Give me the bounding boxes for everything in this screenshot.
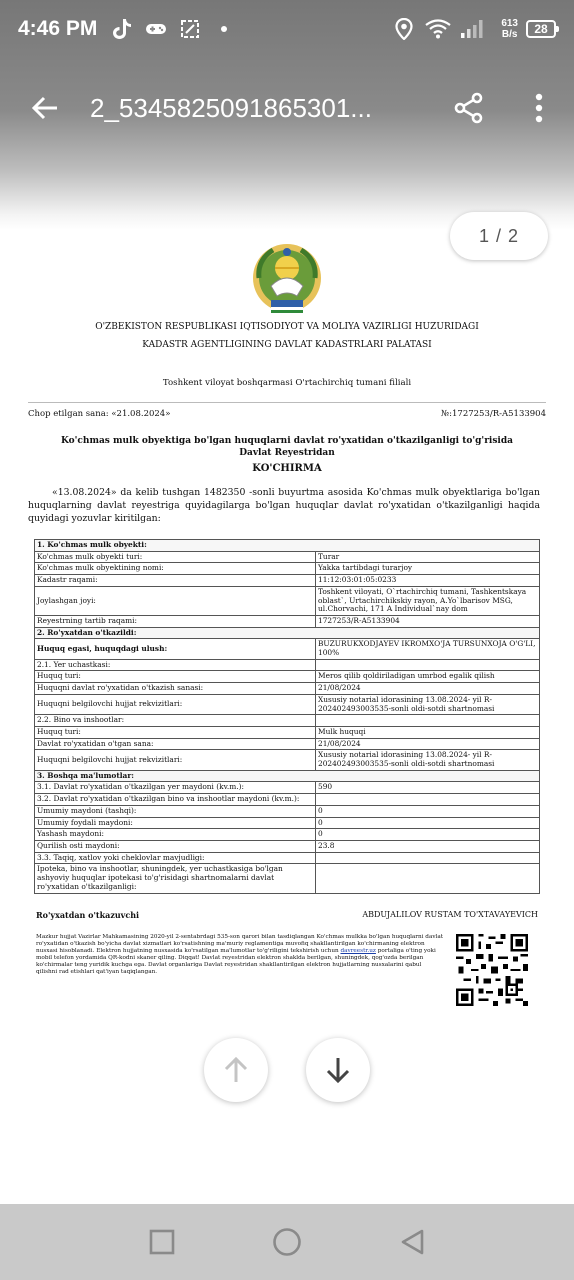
row-value bbox=[316, 715, 540, 727]
table-row bbox=[35, 671, 540, 683]
row-value: Turar bbox=[316, 551, 540, 563]
row-value bbox=[316, 864, 540, 893]
signature-row bbox=[28, 910, 546, 920]
table-section-row bbox=[35, 770, 540, 782]
row-value: 23.8 bbox=[316, 840, 540, 852]
doc-subtitle: KO'CHIRMA bbox=[252, 463, 322, 474]
footer-text-1: Mazkur hujjat Vazirlar Mahkamasining 2020-yil 2-sentabrdagi 535-son qarori bilan tasdiqlangan Ko'chmas mulkka bo'lgan huquqlarni davlat ro'yxatidan o'tkazish bo'yicha davlat xizmatlari ko'rsatishning ma'muriy reglamentiga muvofiq shakllantirilgan ko'chirmaning elektron nusxasi hisoblanadi. Elektron hujjatning nusxasida ko'rsatilgan ma'lumotlar to'g'riligini tekshirish uchun bbox=[36, 933, 444, 954]
arrow-up-icon bbox=[221, 1055, 251, 1085]
footer bbox=[28, 934, 546, 1006]
recents-button[interactable] bbox=[142, 1222, 182, 1262]
location-icon bbox=[391, 16, 417, 42]
table-row bbox=[35, 563, 540, 575]
row-label: Huquqni davlat ro'yxatidan o'tkazish sanasi: bbox=[35, 683, 316, 695]
table-row bbox=[35, 715, 540, 727]
row-value bbox=[316, 659, 540, 671]
table-row bbox=[35, 615, 540, 627]
signal-icon bbox=[459, 16, 485, 42]
section-label: 3. Boshqa ma'lumotlar: bbox=[35, 770, 540, 782]
row-label: Joylashgan joyi: bbox=[35, 586, 316, 615]
footer-notice bbox=[36, 934, 444, 1006]
row-value: Yakka tartibdagi turarjoy bbox=[316, 563, 540, 575]
arrow-left-icon bbox=[31, 94, 59, 122]
battery-icon bbox=[526, 20, 556, 38]
meta-row bbox=[28, 409, 546, 419]
table-row bbox=[35, 551, 540, 563]
more-vert-icon bbox=[534, 93, 544, 123]
net-speed bbox=[501, 18, 518, 40]
footer-text-2: portaliga o'ting yoki mobil telefon yordamida QR-kodni skaner qiling. Diqqat! Davlat reyestridan elektron shaklda berilgan, shuningdek, qog'ozda berilgan ko'chirmalar teng yuridik kuchga ega. Davlat organlariga Davlat reyestridan shakllantirilgan elektron hujjatlarning nusxalarini qabul qilishni rad etishlari qat'iyan taqiqlangan. bbox=[36, 947, 436, 975]
table-row bbox=[35, 852, 540, 864]
row-label: 3.2. Davlat ro'yxatidan o'tkazilgan bino va inshootlar maydoni (kv.m.): bbox=[35, 794, 316, 806]
status-right bbox=[391, 16, 556, 42]
battery-level: 28 bbox=[534, 22, 548, 36]
more-options-button[interactable] bbox=[504, 72, 574, 144]
table-row bbox=[35, 829, 540, 841]
row-label: Qurilish osti maydoni: bbox=[35, 840, 316, 852]
row-value: 0 bbox=[316, 829, 540, 841]
table-row bbox=[35, 694, 540, 714]
app-actions bbox=[434, 72, 574, 144]
share-icon bbox=[453, 92, 485, 124]
screenshot-icon bbox=[177, 16, 203, 42]
row-label: Huquqni belgilovchi hujjat rekvizitlari: bbox=[35, 750, 316, 770]
table-row bbox=[35, 738, 540, 750]
row-label: Umumiy maydoni (tashqi): bbox=[35, 805, 316, 817]
print-date: Chop etilgan sana: «21.08.2024» bbox=[28, 409, 171, 419]
row-value: 11:12:03:01:05:0233 bbox=[316, 575, 540, 587]
qr-code bbox=[456, 934, 528, 1006]
previous-page-button[interactable] bbox=[204, 1038, 268, 1102]
row-value bbox=[316, 794, 540, 806]
table-row bbox=[35, 864, 540, 893]
row-value bbox=[316, 852, 540, 864]
next-page-button[interactable] bbox=[306, 1038, 370, 1102]
row-label: 2.1. Yer uchastkasi: bbox=[35, 659, 316, 671]
table-row bbox=[35, 817, 540, 829]
table-row bbox=[35, 575, 540, 587]
row-label: Kadastr raqami: bbox=[35, 575, 316, 587]
row-label: Yashash maydoni: bbox=[35, 829, 316, 841]
table-row bbox=[35, 726, 540, 738]
circle-icon bbox=[272, 1227, 302, 1257]
table-row bbox=[35, 750, 540, 770]
row-value: Xususiy notarial idorasining 13.08.2024- yil R-202402493003535-sonli oldi-sotdi shartnomasi bbox=[316, 694, 540, 714]
row-label: 3.3. Taqiq, xatlov yoki cheklovlar mavjudligi: bbox=[35, 852, 316, 864]
row-value: 21/08/2024 bbox=[316, 683, 540, 695]
table-section-row bbox=[35, 540, 540, 552]
registry-table bbox=[34, 539, 540, 894]
row-value: 0 bbox=[316, 817, 540, 829]
doc-title: Ko'chmas mulk obyektiga bo'lgan huquqlarni davlat ro'yxatidan o'tkazilganligi to'g'risida Davlat Reyestridan bbox=[61, 436, 513, 458]
triangle-back-icon bbox=[399, 1228, 425, 1256]
branch-name: Toshkent viloyat boshqarmasi O'rtachirchiq tumani filiali bbox=[162, 378, 412, 388]
row-label: Umumiy foydali maydoni: bbox=[35, 817, 316, 829]
row-value: 1727253/R-A5133904 bbox=[316, 615, 540, 627]
row-value: Meros qilib qoldiriladigan umrbod egalik qilish bbox=[316, 671, 540, 683]
tiktok-icon bbox=[109, 16, 135, 42]
org-line-1: O'ZBEKISTON RESPUBLIKASI IQTISODIYOT VA MOLIYA VAZIRLIGI HUZURIDAGI bbox=[95, 322, 479, 332]
net-speed-value: 613 bbox=[501, 18, 518, 29]
gamepad-icon bbox=[143, 16, 169, 42]
row-label: Ko'chmas mulk obyekti turi: bbox=[35, 551, 316, 563]
dot-icon bbox=[211, 16, 237, 42]
table-row bbox=[35, 586, 540, 615]
net-speed-unit: B/s bbox=[501, 29, 518, 40]
home-button[interactable] bbox=[267, 1222, 307, 1262]
system-nav-bar bbox=[0, 1204, 574, 1280]
square-icon bbox=[149, 1229, 175, 1255]
status-time: 4:46 PM bbox=[18, 17, 98, 40]
table-row bbox=[35, 782, 540, 794]
section-label: 2. Ro'yxatdan o'tkazildi: bbox=[35, 627, 540, 639]
row-label: Davlat ro'yxatidan o'tgan sana: bbox=[35, 738, 316, 750]
row-label: Reyestrning tartib raqami: bbox=[35, 615, 316, 627]
table-row bbox=[35, 639, 540, 659]
wifi-icon bbox=[425, 16, 451, 42]
table-row bbox=[35, 840, 540, 852]
divider bbox=[28, 402, 546, 403]
row-value: Mulk huquqi bbox=[316, 726, 540, 738]
intro-paragraph: «13.08.2024» da kelib tushgan 1482350 -sonli buyurtma asosida Ko'chmas mulk obyektlariga bo'lgan huquqlarning davlat reyestriga quyidagilarga bo'lgan huquqlar davlat ro'yxatidan o'tkazilganligi haqida quyidagi yozuvlar kiritilgan: bbox=[28, 487, 540, 524]
org-line-2: KADASTR AGENTLIGINING DAVLAT KADASTRLARI PALATASI bbox=[142, 340, 432, 350]
row-label: 3.1. Davlat ro'yxatidan o'tkazilgan yer maydoni (kv.m.): bbox=[35, 782, 316, 794]
file-title: 2_5345825091865301... bbox=[90, 92, 372, 123]
state-emblem bbox=[28, 240, 546, 316]
row-value: 21/08/2024 bbox=[316, 738, 540, 750]
davreestr-link[interactable]: davreestr.uz bbox=[340, 947, 376, 954]
row-label: Ipoteka, bino va inshootlar, shuningdek, yer uchastkasiga bo'lgan ashyoviy huquqlar ipotekasi to'g'risidagi shartnomalarni davlat ro'yxatidan o'tkazilganligi: bbox=[35, 864, 316, 893]
row-label: Huquq turi: bbox=[35, 671, 316, 683]
app-bar bbox=[0, 72, 574, 144]
row-label: Huquqni belgilovchi hujjat rekvizitlari: bbox=[35, 694, 316, 714]
row-label: Huquq egasi, huquqdagi ulush: bbox=[35, 639, 316, 659]
section-label: 1. Ko'chmas mulk obyekti: bbox=[35, 540, 540, 552]
doc-number: №:1727253/R-A5133904 bbox=[441, 409, 546, 419]
back-button[interactable] bbox=[0, 72, 90, 144]
row-label: 2.2. Bino va inshootlar: bbox=[35, 715, 316, 727]
back-nav-button[interactable] bbox=[392, 1222, 432, 1262]
document-page bbox=[28, 240, 546, 1006]
row-value: 0 bbox=[316, 805, 540, 817]
table-section-row bbox=[35, 627, 540, 639]
row-label: Ko'chmas mulk obyektining nomi: bbox=[35, 563, 316, 575]
table-row bbox=[35, 683, 540, 695]
signer-name: ABDUJALILOV RUSTAM TO'XTAVAYEVICH bbox=[362, 909, 538, 919]
table-row bbox=[35, 794, 540, 806]
row-value: 590 bbox=[316, 782, 540, 794]
table-row bbox=[35, 659, 540, 671]
arrow-down-icon bbox=[323, 1055, 353, 1085]
page-indicator: 1 / 2 bbox=[450, 212, 548, 260]
row-value: Xususiy notarial idorasining 13.08.2024- yil R-202402493003535-sonli oldi-sotdi shartnomasi bbox=[316, 750, 540, 770]
table-row bbox=[35, 805, 540, 817]
row-value: Toshkent viloyati, O`rtachirchiq tumani, Tashkentskaya oblast`, Urtachirchikskiy rayon, A.Yo`lbarisov MSG, ul.Chorvachi, 171 A Individual`nay dom bbox=[316, 586, 540, 615]
status-bar bbox=[0, 0, 574, 58]
row-label: Huquq turi: bbox=[35, 726, 316, 738]
signer-label: Ro'yxatdan o'tkazuvchi bbox=[36, 909, 140, 920]
row-value: BUZURUKXODJAYEV IKROMXO'JA TURSUNXOJA O'G'LI, 100% bbox=[316, 639, 540, 659]
share-button[interactable] bbox=[434, 72, 504, 144]
